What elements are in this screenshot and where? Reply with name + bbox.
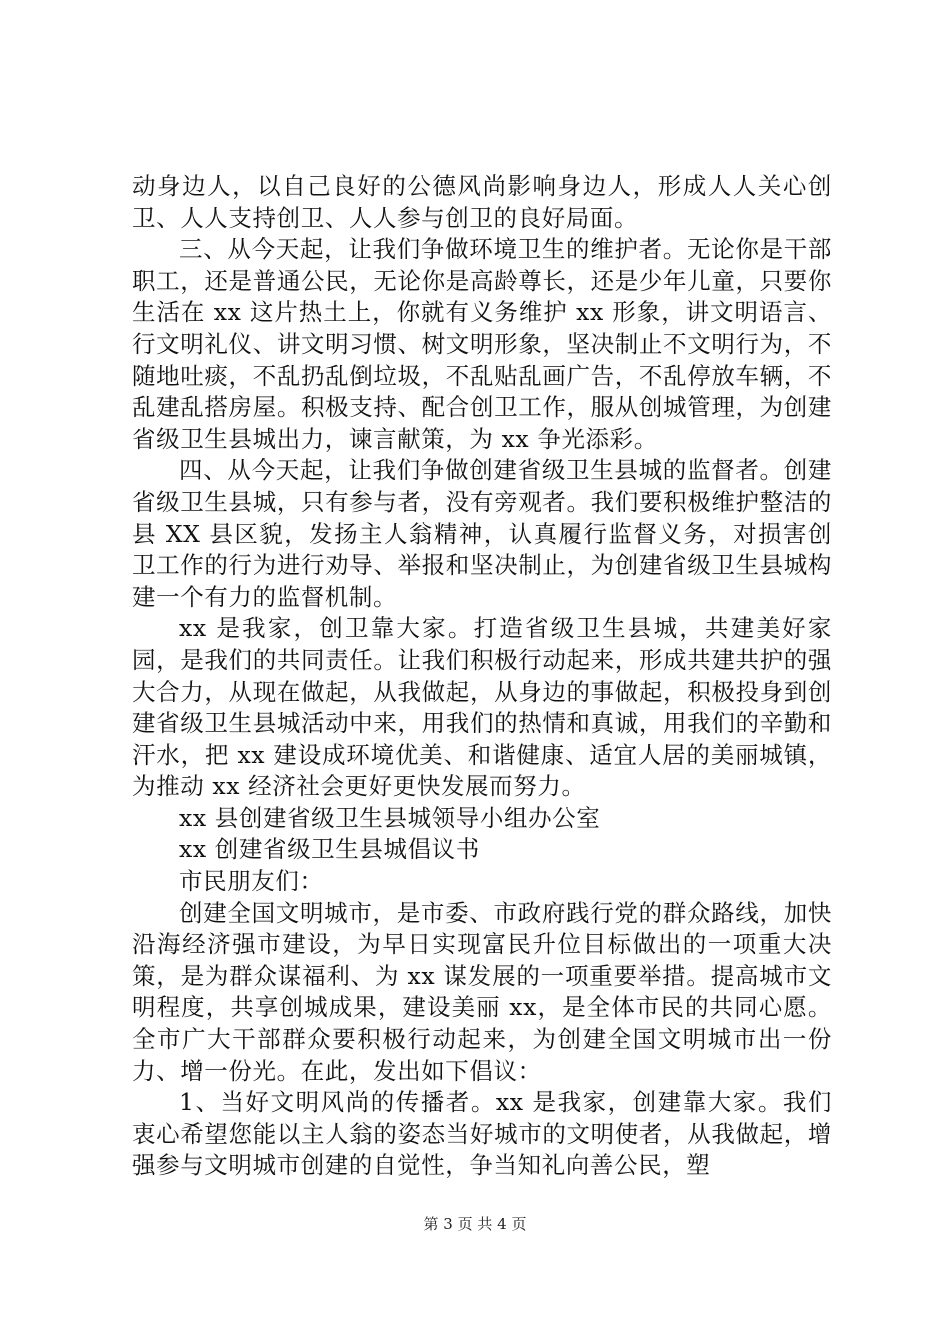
paragraph-5: 创建全国文明城市，是市委、市政府践行党的群众路线，加快沿海经济强市建设，为早日实现富民升位目标做出的一项重大决策，是为群众谋福利、为 xx 谋发展的一项重要举措。提高城市文明程度，共享创城成果，建设美丽 xx，是全体市民的共同心愿。全市广大干部群众要积极行动起来，为创建全国文明城市出一份力、增一份光。在此，发出如下倡议： xyxy=(132,898,832,1085)
document-body xyxy=(132,171,832,1182)
paragraph-2: 三、从今天起，让我们争做环境卫生的维护者。无论你是干部职工，还是普通公民，无论你是高龄尊长，还是少年儿童，只要你生活在 xx 这片热土上，你就有义务维护 xx 形象，讲文明语言、行文明礼仪、讲文明习惯、树文明形象，坚决制止不文明行为，不随地吐痰，不乱扔乱倒垃圾，不乱贴乱画广告，不乱停放车辆，不乱建乱搭房屋。积极支持、配合创卫工作，服从创城管理，为创建省级卫生县城出力，谏言献策，为 xx 争光添彩。 xyxy=(132,235,832,453)
section-title: xx 创建省级卫生县城倡议书 xyxy=(179,835,480,864)
paragraph-4: xx 是我家，创卫靠大家。打造省级卫生县城，共建美好家园，是我们的共同责任。让我们积极行动起来，形成共建共护的强大合力，从现在做起，从我做起，从身边的事做起，积极投身到创建省级卫生县城活动中来，用我们的热情和真诚，用我们的辛勤和汗水，把 xx 建设成环境优美、和谐健康、适宜人居的美丽城镇，为推动 xx 经济社会更好更快发展而努力。 xyxy=(132,614,832,801)
paragraph-6: 1、当好文明风尚的传播者。xx 是我家，创建靠大家。我们衷心希望您能以主人翁的姿态当好城市的文明使者，从我做起，增强参与文明城市创建的自觉性，争当知礼向善公民，塑 xyxy=(132,1088,832,1180)
salutation: 市民朋友们： xyxy=(179,867,324,896)
page-footer: 第 3 页 共 4 页 xyxy=(423,1215,527,1233)
paragraph-3: 四、从今天起，让我们争做创建省级卫生县城的监督者。创建省级卫生县城，只有参与者，没有旁观者。我们要积极维护整洁的县 XX 县区貌，发扬主人翁精神，认真履行监督义务，对损害创卫工作的行为进行劝导、举报和坚决制止，为创建省级卫生县城构建一个有力的监督机制。 xyxy=(132,456,832,611)
signature-line: xx 县创建省级卫生县城领导小组办公室 xyxy=(179,803,601,832)
paragraph-1: 动身边人，以自己良好的公德风尚影响身边人，形成人人关心创卫、人人支持创卫、人人参与创卫的良好局面。 xyxy=(132,172,832,232)
